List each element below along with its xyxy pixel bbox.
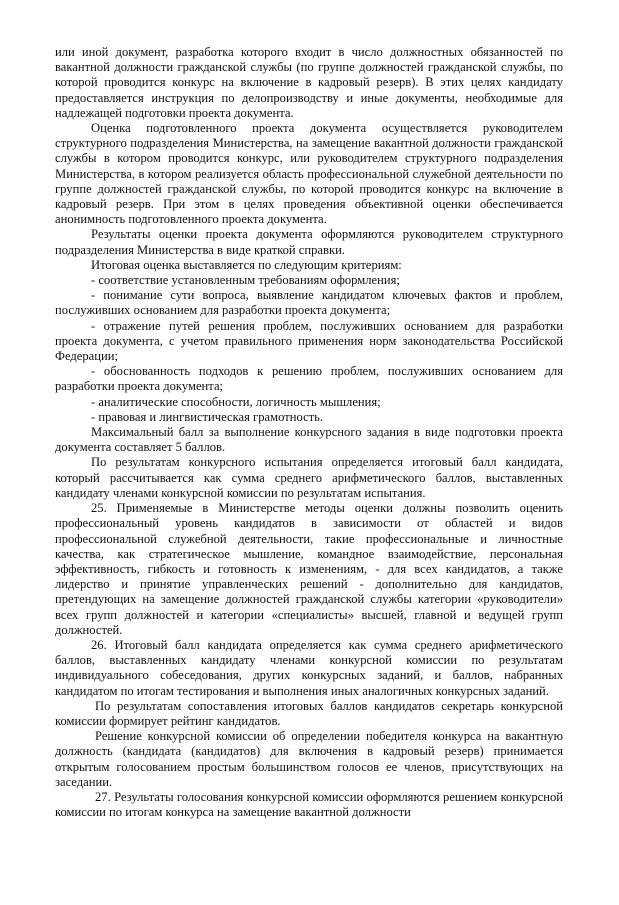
criterion-item: - соответствие установленным требованиям оформления; xyxy=(91,273,400,288)
criterion-item: - отражение путей решения проблем, послуживших основанием для разработки проекта документа, с учетом правильного применения норм законодательства Российской Федерации; xyxy=(55,318,563,364)
criterion-item: - аналитические способности, логичность мышления; xyxy=(91,394,381,409)
paragraph-4: Итоговая оценка выставляется по следующим критериям: xyxy=(91,257,402,272)
criterion-item: - обоснованность подходов к решению проблем, послуживших основанием для разработки проекта документа; xyxy=(55,364,563,394)
clause-27: 27. Результаты голосования конкурсной комиссии оформляются решением конкурсной комиссии по итогам конкурса на замещение вакантной должности xyxy=(55,789,563,820)
criterion-item: - правовая и лингвистическая грамотность. xyxy=(91,409,324,424)
paragraph-rating: По результатам сопоставления итоговых баллов кандидатов секретарь конкурсной комиссии формирует рейтинг кандидатов. xyxy=(55,698,563,728)
paragraph-1: или иной документ, разработка которого входит в число должностных обязанностей по вакантной должности гражданской службы (по группе должностей гражданской службы, по которой проводится конкурс на включение в кадровый резерв). В этих целях кандидату предоставляется инструкция по делопроизводству и иные документы, необходимые для надлежащей подготовки проекта документа. xyxy=(55,45,563,120)
paragraph-2: Оценка подготовленного проекта документа осуществляется руководителем структурного подразделения Министерства, на замещение вакантной должности гражданской службы в котором проводится конкурс, или руководителем структурного подразделения Министерства, в котором реализуется область профессиональной служебной деятельности по группе должностей гражданской службы, по которой проводится конкурс на включение в кадровый резерв. При этом в целях проведения объективной оценки обеспечивается анонимность подготовленного проекта документа. xyxy=(55,121,563,227)
clause-25: 25. Применяемые в Министерстве методы оценки должны позволить оценить профессиональный уровень кандидатов в зависимости от областей и видов профессиональной служебной деятельности, такие профессиональные и личностные качества, как стратегическое мышление, командное взаимодействие, персональная эффективность, гибкость и готовность к изменениям, - для всех кандидатов, а также лидерство и принятие управленческих решений - дополнительно для кандидатов, претендующих на замещение должностей гражданской службы категории «руководители» всех групп должностей и категории «специалисты» высшей, главной и ведущей групп должностей. xyxy=(55,501,563,637)
paragraph-max-score: Максимальный балл за выполнение конкурсного задания в виде подготовки проекта документа составляет 5 баллов. xyxy=(55,425,563,455)
paragraph-decision: Решение конкурсной комиссии об определении победителя конкурса на вакантную должность (кандидата (кандидатов) для включения в кадровый резерв) принимается открытым голосованием простым большинством голосов ее членов, присутствующих на заседании. xyxy=(55,729,563,789)
paragraph-3: Результаты оценки проекта документа оформляются руководителем структурного подразделения Министерства в виде краткой справки. xyxy=(55,227,563,257)
paragraph-final-score: По результатам конкурсного испытания определяется итоговый балл кандидата, который рассчитывается как сумма среднего арифметического баллов, выставленных кандидату членами конкурсной комиссии по результатам испытания. xyxy=(55,455,563,500)
clause-26: 26. Итоговый балл кандидата определяется как сумма среднего арифметического баллов, выставленных кандидату членами конкурсной комиссии по результатам индивидуального собеседования, других конкурсных заданий, и баллов, набранных кандидатом по итогам тестирования и выполнения иных аналогичных конкурсных заданий. xyxy=(55,637,563,698)
criterion-item: - понимание сути вопроса, выявление кандидатом ключевых фактов и проблем, послуживших основанием для разработки проекта документа; xyxy=(55,288,563,318)
